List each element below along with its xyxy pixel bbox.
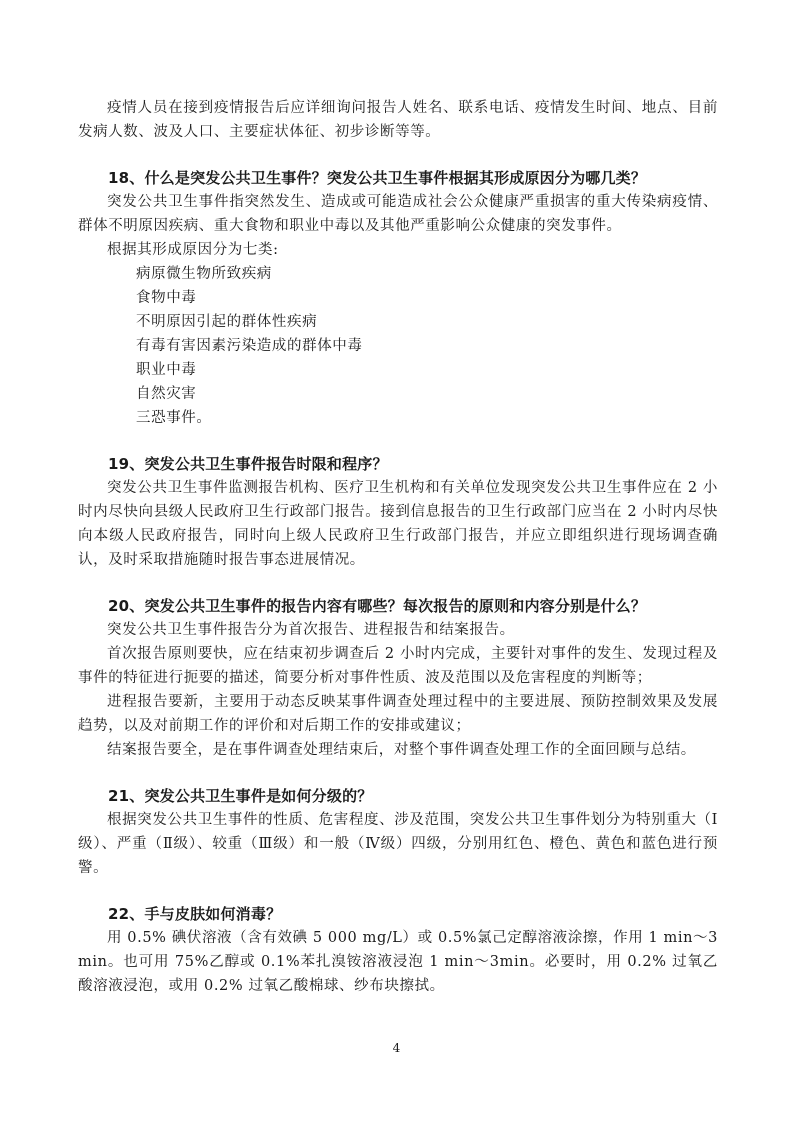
list-item: 有毒有害因素污染造成的群体中毒	[136, 338, 363, 354]
question-20-section	[78, 594, 718, 762]
page-number: 4	[392, 1041, 401, 1055]
list-item: 病原微生物所致疾病	[136, 266, 272, 282]
question-21-section	[78, 784, 718, 880]
question-18-category-list	[78, 262, 718, 430]
question-21-heading: 21、突发公共卫生事件是如何分级的？	[108, 787, 373, 805]
question-18-definition: 突发公共卫生事件指突然发生、造成或可能造成社会公众健康严重损害的重大传染病疫情、群体不明原因疾病、重大食物和职业中毒以及其他严重影响公众健康的突发事件。	[78, 194, 718, 234]
list-item: 自然灾害	[136, 386, 197, 402]
list-item: 不明原因引起的群体性疾病	[136, 314, 318, 330]
question-19-answer: 突发公共卫生事件监测报告机构、医疗卫生机构和有关单位发现突发公共卫生事件应在 2 小时内尽快向县级人民政府卫生行政部门报告。接到信息报告的卫生行政部门应当在 2 小时内尽快向本级人民政府报告，同时向上级人民政府卫生行政部门报告，并应立即组织进行现场调查确认，及时采取措施随时报告事态进展情况。	[78, 480, 718, 568]
question-18-heading: 18、什么是突发公共卫生事件？突发公共卫生事件根据其形成原因分为哪几类？	[108, 169, 647, 187]
document-page	[78, 96, 718, 998]
question-20-report-types: 突发公共卫生事件报告分为首次报告、进程报告和结案报告。	[107, 622, 515, 638]
question-22-section	[78, 902, 718, 998]
question-21-answer: 根据突发公共卫生事件的性质、危害程度、涉及范围，突发公共卫生事件划分为特别重大（Ⅰ级）、严重（Ⅱ级）、较重（Ⅲ级）和一般（Ⅳ级）四级，分别用红色、橙色、黄色和蓝色进行预警。	[78, 812, 718, 876]
list-item: 食物中毒	[136, 290, 197, 306]
question-18-section	[78, 166, 718, 430]
question-20-heading: 20、突发公共卫生事件的报告内容有哪些？每次报告的原则和内容分别是什么？	[108, 597, 647, 615]
question-18-categories-intro: 根据其形成原因分为七类:	[107, 242, 279, 258]
question-22-heading: 22、手与皮肤如何消毒？	[108, 905, 282, 923]
question-22-answer: 用 0.5% 碘伏溶液（含有效碘 5 000 mg/L）或 0.5%氯己定醇溶液涂擦，作用 1 min～3 min。也可用 75%乙醇或 0.1%苯扎溴铵溶液浸泡 1 min～3min。必要时，用 0.2% 过氧乙酸溶液浸泡，或用 0.2% 过氧乙酸棉球、纱布块擦拭。	[78, 930, 718, 994]
question-20-first-report: 首次报告原则要快，应在结束初步调查后 2 小时内完成，主要针对事件的发生、发现过程及事件的特征进行扼要的描述，简要分析对事件性质、波及范围以及危害程度的判断等；	[78, 646, 718, 686]
intro-section	[78, 96, 718, 144]
question-19-section	[78, 452, 718, 572]
question-20-final-report: 结案报告要全，是在事件调查处理结束后，对整个事件调查处理工作的全面回顾与总结。	[107, 742, 696, 758]
intro-paragraph: 疫情人员在接到疫情报告后应详细询问报告人姓名、联系电话、疫情发生时间、地点、目前发病人数、波及人口、主要症状体征、初步诊断等等。	[78, 100, 718, 140]
list-item: 三恐事件。	[136, 410, 212, 426]
question-19-heading: 19、突发公共卫生事件报告时限和程序？	[108, 455, 388, 473]
question-20-progress-report: 进程报告要新，主要用于动态反映某事件调查处理过程中的主要进展、预防控制效果及发展趋势，以及对前期工作的评价和对后期工作的安排或建议；	[78, 694, 718, 734]
list-item: 职业中毒	[136, 362, 197, 378]
